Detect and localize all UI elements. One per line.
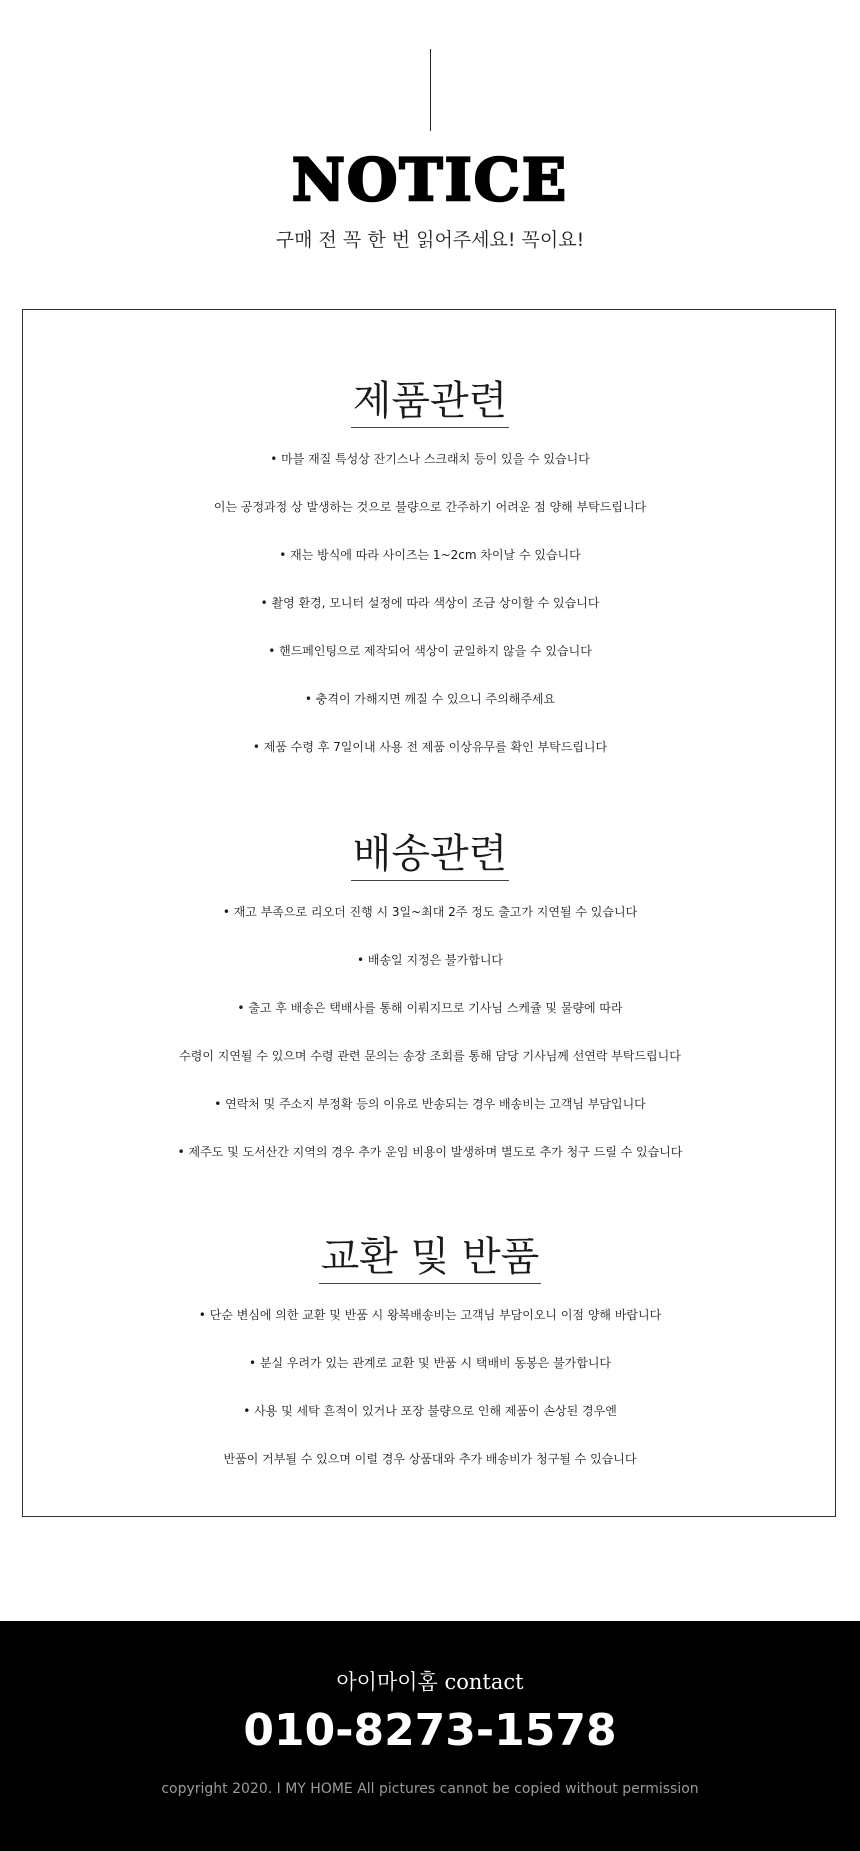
section-return-list [0, 1291, 860, 1483]
list-item: 이는 공정과정 상 발생하는 것으로 불량으로 간주하기 어려운 점 양해 부탁드립니다 [213, 500, 647, 514]
list-item: • 분실 우려가 있는 관계로 교환 및 반품 시 택배비 동봉은 불가합니다 [248, 1356, 612, 1370]
section-shipping-list [0, 888, 860, 1176]
list-item: • 재는 방식에 따라 사이즈는 1~2cm 차이날 수 있습니다 [279, 548, 581, 562]
list-item: • 사용 및 세탁 흔적이 있거나 포장 불량으로 인해 제품이 손상된 경우엔 [243, 1404, 617, 1418]
footer-copyright: copyright 2020. I MY HOME All pictures cannot be copied without permission [161, 1781, 699, 1797]
section-heading-return [0, 1229, 860, 1285]
list-item: 반품이 거부될 수 있으며 이럴 경우 상품대와 추가 배송비가 청구될 수 있습니다 [223, 1452, 637, 1466]
list-item: • 제품 수령 후 7일이내 사용 전 제품 이상유무를 확인 부탁드립니다 [252, 740, 608, 754]
header-divider-line [430, 49, 431, 131]
footer [0, 1621, 860, 1851]
list-item: • 연락처 및 주소지 부정확 등의 이유로 반송되는 경우 배송비는 고객님 부담입니다 [214, 1097, 646, 1111]
section-heading-return-text: 교환 및 반품 [319, 1231, 542, 1284]
page-subtitle: 구매 전 꼭 한 번 읽어주세요! 꼭이요! [275, 229, 585, 251]
section-heading-product [0, 373, 860, 429]
list-item: • 핸드페인팅으로 제작되어 색상이 균일하지 않을 수 있습니다 [268, 644, 592, 658]
section-heading-shipping [0, 826, 860, 882]
list-item: • 제주도 및 도서산간 지역의 경우 추가 운임 비용이 발생하며 별도로 추가 청구 드릴 수 있습니다 [177, 1145, 683, 1159]
list-item: • 배송일 지정은 불가합니다 [356, 953, 504, 967]
section-heading-product-text: 제품관련 [351, 375, 510, 428]
section-heading-shipping-text: 배송관련 [351, 828, 510, 881]
page-title: NOTICE [291, 146, 569, 214]
list-item: • 촬영 환경, 모니터 설정에 따라 색상이 조금 상이할 수 있습니다 [260, 596, 600, 610]
list-item: 수령이 지연될 수 있으며 수령 관련 문의는 송장 조회를 통해 담당 기사님께 선연락 부탁드립니다 [179, 1049, 681, 1063]
list-item: • 충격이 가해지면 깨질 수 있으니 주의해주세요 [304, 692, 556, 706]
footer-phone-number[interactable]: 010-8273-1578 [243, 1705, 617, 1756]
footer-contact-label: 아이마이홈 contact [336, 1670, 524, 1694]
list-item: • 단순 변심에 의한 교환 및 반품 시 왕복배송비는 고객님 부담이오니 이점 양해 바랍니다 [198, 1308, 662, 1322]
list-item: • 출고 후 배송은 택배사를 통해 이뤄지므로 기사님 스케쥴 및 물량에 따라 [237, 1001, 623, 1015]
list-item: • 재고 부족으로 리오더 진행 시 3일~최대 2주 정도 출고가 지연될 수 있습니다 [222, 905, 638, 919]
list-item: • 마블 재질 특성상 잔기스나 스크래치 등이 있을 수 있습니다 [270, 452, 590, 466]
section-product-list [0, 435, 860, 771]
